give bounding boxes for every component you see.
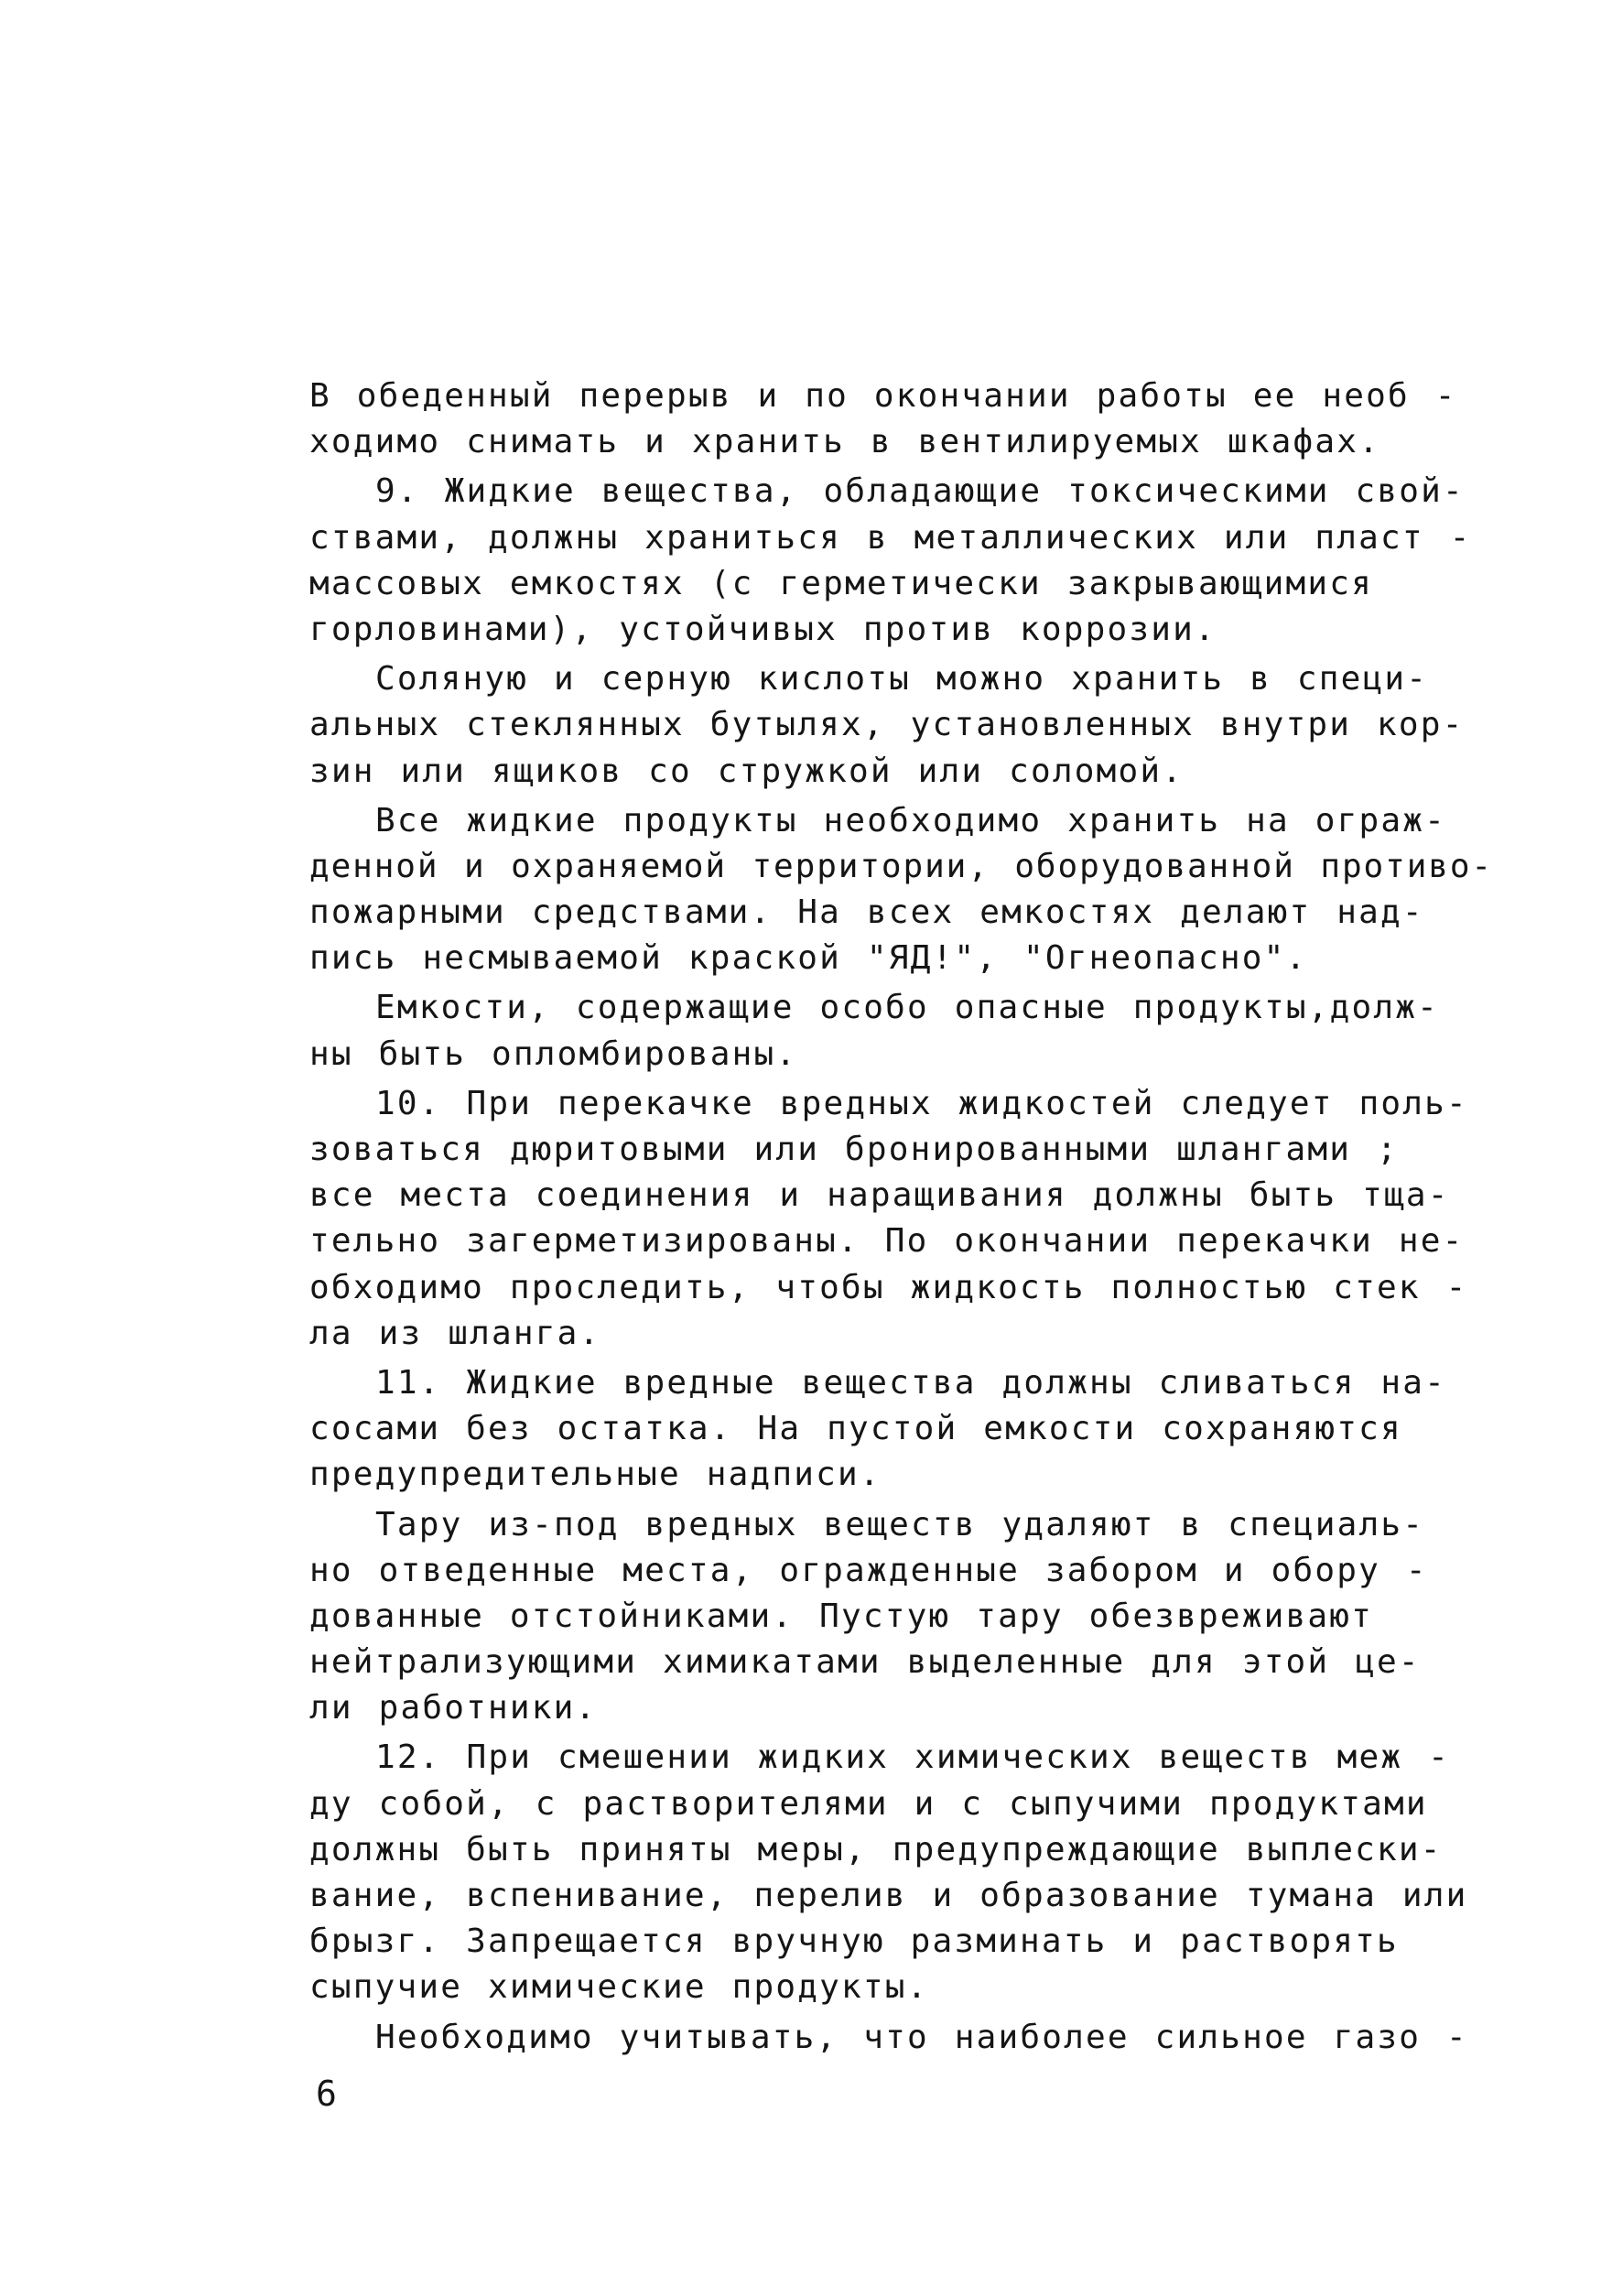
text-line: массовых емкостях (с герметически закрывающимися — [309, 564, 1373, 602]
text-line: ла из шланга. — [309, 1314, 601, 1352]
text-line: Соляную и серную кислоты можно хранить в специ- — [375, 660, 1429, 699]
text-line: зин или ящиков со стружкой или соломой. — [309, 752, 1185, 790]
text-line: Тару из-под вредных веществ удаляют в специаль- — [375, 1505, 1425, 1543]
text-line: должны быть приняты меры, предупреждающие выплески- — [309, 1830, 1443, 1868]
text-line: Необходимо учитывать, что наиболее сильное газо - — [375, 2018, 1468, 2056]
text-line: пожарными средствами. На всех емкостях делают над- — [309, 893, 1424, 932]
body-text — [309, 374, 1493, 2061]
text-line: ствами, должны храниться в металлических или пласт - — [309, 518, 1472, 557]
text-line: брызг. Запрещается вручную разминать и растворять — [309, 1922, 1399, 1961]
text-line: ны быть опломбированы. — [309, 1034, 798, 1073]
text-line: В обеденный перерыв и по окончании работы ее необ - — [309, 377, 1457, 415]
text-line: тельно загерметизированы. По окончании перекачки не- — [309, 1222, 1465, 1261]
text-line: Все жидкие продукты необходимо хранить на ограж- — [375, 801, 1446, 839]
text-line: пись несмываемой краской "ЯД!", "Огнеопасно". — [309, 939, 1308, 978]
text-line: обходимо проследить, чтобы жидкость полностью стек - — [309, 1268, 1468, 1306]
text-line: 12. При смешении жидких химических веществ меж - — [375, 1738, 1450, 1777]
page-number: 6 — [316, 2074, 337, 2114]
text-line: предупредительные надписи. — [309, 1456, 882, 1494]
text-line: дованные отстойниками. Пустую тару обезвреживают — [309, 1597, 1373, 1635]
text-line: нейтрализующими химикатами выделенные для этой це- — [309, 1643, 1421, 1682]
text-line: 10. При перекачке вредных жидкостей следует поль- — [375, 1084, 1468, 1122]
text-line: сосами без остатка. На пустой емкости сохраняются — [309, 1410, 1402, 1448]
text-line: ду собой, с растворителями и с сыпучими продуктами — [309, 1784, 1428, 1823]
text-line: ходимо снимать и хранить в вентилируемых шкафах. — [309, 423, 1380, 461]
text-line: ли работники. — [309, 1689, 598, 1727]
text-line: 11. Жидкие вредные вещества должны сливаться на- — [375, 1363, 1446, 1402]
text-line: вание, вспенивание, перелив и образование тумана или — [309, 1877, 1468, 1914]
text-line: но отведенные места, огражденные забором и обору - — [309, 1551, 1428, 1589]
text-line: зоваться дюритовыми или бронированными шлангами ; — [309, 1131, 1399, 1168]
text-line: альных стеклянных бутылях, установленных внутри кор- — [309, 706, 1465, 744]
text-line: сыпучие химические продукты. — [309, 1968, 929, 2007]
text-line: все места соединения и наращивания должны быть тща- — [309, 1176, 1450, 1215]
text-line: 9. Жидкие вещества, обладающие токсическими свой- — [375, 472, 1465, 511]
text-line: горловинами), устойчивых против коррозии. — [309, 610, 1217, 648]
text-line: денной и охраняемой территории, оборудованной противо- — [309, 847, 1493, 885]
text-line: Емкости, содержащие особо опасные продукты,долж- — [375, 989, 1439, 1027]
